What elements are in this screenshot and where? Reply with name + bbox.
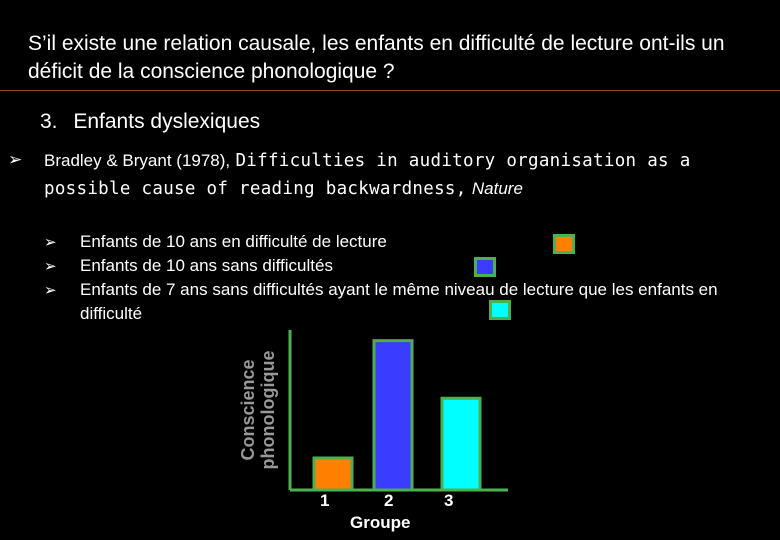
x-axis-label: Groupe xyxy=(350,513,411,532)
arrow-bullet-icon: ➢ xyxy=(44,257,57,275)
bar-group-3 xyxy=(442,398,480,490)
arrow-bullet-icon: ➢ xyxy=(44,281,57,299)
arrow-bullet-icon: ➢ xyxy=(8,150,23,170)
reference-paper: Difficulties in auditory organisation as a possible cause of reading backwardness, xyxy=(44,151,691,199)
slide-title: S’il existe une relation causale, les enfants en difficulté de lecture ont-ils un déficit de la conscience phonologique ? xyxy=(28,32,725,83)
arrow-bullet-icon: ➢ xyxy=(44,233,57,251)
x-tick-label: 3 xyxy=(444,491,454,510)
y-axis-label: Conscience phonologique xyxy=(238,350,278,470)
section-number: 3. xyxy=(40,110,58,133)
bar-group-1 xyxy=(314,458,352,490)
section-title: Enfants dyslexiques xyxy=(73,110,261,133)
legend-label-group-1: Enfants de 10 ans en difficulté de lecture xyxy=(80,232,387,251)
x-tick-label: 2 xyxy=(384,491,394,510)
bar-group-2 xyxy=(374,341,412,490)
legend-label-group-3: Enfants de 7 ans sans difficultés ayant le même niveau de lecture que les enfants en difficulté xyxy=(80,280,718,323)
reference-journal: Nature xyxy=(471,179,523,198)
reference-authors: Bradley & Bryant (1978), xyxy=(44,151,231,170)
x-tick-label: 1 xyxy=(320,491,330,510)
legend-label-group-2: Enfants de 10 ans sans difficultés xyxy=(80,256,333,275)
